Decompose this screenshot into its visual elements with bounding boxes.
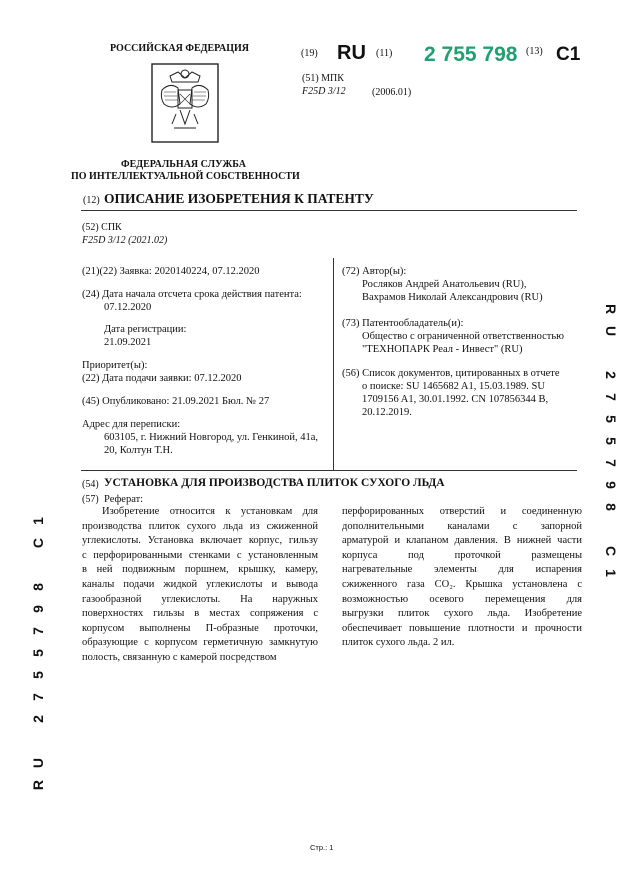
filing-date: (22) Дата подачи заявки: 07.12.2020 bbox=[82, 373, 242, 384]
authors-label: (72) Автор(ы): bbox=[342, 266, 407, 277]
abstract-line: производства плиток сухого льда из сжиженной bbox=[82, 520, 318, 532]
code-12: (12) bbox=[83, 195, 100, 206]
mpk-year: (2006.01) bbox=[372, 87, 412, 98]
abstract-line: корпусом выполнены П-образные проточки, bbox=[82, 622, 318, 634]
side-char: U bbox=[603, 325, 619, 337]
side-char bbox=[596, 344, 618, 362]
side-char: U bbox=[30, 757, 46, 769]
country-name: РОССИЙСКАЯ ФЕДЕРАЦИЯ bbox=[110, 43, 250, 54]
page-number: Стр.: 1 bbox=[310, 843, 334, 852]
abstract-line: перфорированных отверстий и соединенную bbox=[342, 506, 582, 517]
author-2: Вахрамов Николай Александрович (RU) bbox=[362, 292, 543, 303]
code-19: (19) bbox=[301, 48, 318, 59]
mpk-label: (51) МПК bbox=[302, 73, 344, 84]
side-char: 2 bbox=[603, 371, 619, 379]
abstract-line: в ней подвижным поршнем, крышку, камеру, bbox=[82, 564, 318, 576]
abstract-line: углекислоты. Установка включает корпус, гильзу bbox=[82, 535, 318, 547]
registration-value: 21.09.2021 bbox=[104, 337, 152, 348]
code-57: (57) bbox=[82, 494, 99, 505]
side-char: 5 bbox=[30, 649, 46, 657]
abstract-line: сжиженного газа CO₂. Крышка установлена с bbox=[342, 578, 582, 590]
side-char bbox=[31, 732, 53, 750]
side-char: 8 bbox=[30, 583, 46, 591]
abstract-line: с перфорированными стенками с установленным bbox=[82, 549, 318, 561]
spk-label: (52) СПК bbox=[82, 222, 122, 233]
abstract-line: дополнительными каналами с запорной bbox=[342, 520, 582, 532]
side-char: 7 bbox=[603, 459, 619, 467]
cited-line-2: 1709156 A1, 30.01.1992. CN 107856344 B, bbox=[362, 394, 549, 405]
side-char: 1 bbox=[30, 517, 46, 525]
side-char: 7 bbox=[30, 627, 46, 635]
side-char: 5 bbox=[603, 437, 619, 445]
mpk-class: F25D 3/12 bbox=[302, 86, 346, 97]
agency-line-1: ФЕДЕРАЛЬНАЯ СЛУЖБА bbox=[121, 159, 246, 170]
abstract-line: арматурой и клапаном давления. В нижней части bbox=[342, 535, 582, 547]
country-code: RU bbox=[337, 42, 366, 64]
address-line-1: 603105, г. Нижний Новгород, ул. Генкиной, 41а, bbox=[104, 432, 319, 443]
abstract-line: полость, связанную с камерой посредством bbox=[82, 651, 277, 663]
author-1: Росляков Андрей Анатольевич (RU), bbox=[362, 279, 527, 290]
side-patent-number-right bbox=[598, 298, 619, 584]
russian-coat-of-arms-icon bbox=[150, 62, 220, 144]
document-type-title: ОПИСАНИЕ ИЗОБРЕТЕНИЯ К ПАТЕНТУ bbox=[104, 191, 374, 206]
side-char: 7 bbox=[30, 693, 46, 701]
published-date: (45) Опубликовано: 21.09.2021 Бюл. № 27 bbox=[82, 396, 270, 407]
side-char: 5 bbox=[603, 415, 619, 423]
abstract-column-2 bbox=[342, 505, 582, 651]
side-char bbox=[31, 556, 53, 574]
code-11: (11) bbox=[376, 48, 393, 59]
agency-line-2: ПО ИНТЕЛЛЕКТУАЛЬНОЙ СОБСТВЕННОСТИ bbox=[71, 171, 300, 182]
abstract-line: нагревательные элементы для испарения bbox=[342, 564, 582, 576]
side-char bbox=[596, 520, 618, 538]
side-char: 9 bbox=[603, 481, 619, 489]
side-char: R bbox=[603, 303, 619, 315]
invention-title: УСТАНОВКА ДЛЯ ПРОИЗВОДСТВА ПЛИТОК СУХОГО ЛЬДА bbox=[104, 477, 445, 489]
abstract-line: возможностью осевого перемещения для bbox=[342, 593, 582, 605]
address-line-2: 20, Колтун Т.Н. bbox=[104, 445, 173, 456]
title-divider bbox=[81, 210, 577, 211]
code-13: (13) bbox=[526, 46, 543, 57]
side-char: 2 bbox=[30, 715, 46, 723]
registration-label: Дата регистрации: bbox=[104, 324, 187, 335]
cited-line-3: 20.12.2019. bbox=[362, 407, 412, 418]
column-divider bbox=[333, 258, 334, 470]
term-start-label: (24) Дата начала отсчета срока действия патента: bbox=[82, 289, 302, 300]
application-field: (21)(22) Заявка: 2020140224, 07.12.2020 bbox=[82, 266, 260, 277]
abstract-column-1 bbox=[82, 505, 318, 666]
abstract-line: каналы подачи жидкой углекислоты и вывода bbox=[82, 578, 318, 590]
side-char: 7 bbox=[603, 393, 619, 401]
side-char: 8 bbox=[603, 503, 619, 511]
priority-label: Приоритет(ы): bbox=[82, 360, 148, 371]
cited-label: (56) Список документов, цитированных в отчете bbox=[342, 368, 560, 379]
abstract-line: газообразной углекислоты. На наружных bbox=[82, 593, 318, 605]
address-label: Адрес для переписки: bbox=[82, 419, 181, 430]
side-char: 9 bbox=[30, 605, 46, 613]
spk-value: F25D 3/12 (2021.02) bbox=[82, 235, 168, 246]
side-char: 5 bbox=[30, 671, 46, 679]
cited-line-1: о поиске: SU 1465682 A1, 15.03.1989. SU bbox=[362, 381, 545, 392]
side-char: C bbox=[603, 545, 619, 557]
abstract-line: корпуса под проточкой размещены bbox=[342, 549, 582, 561]
abstract-line: Изобретение относится к установкам для bbox=[102, 506, 318, 517]
abstract-line: обеспечивает повышение плотности и прочности bbox=[342, 622, 582, 634]
abstract-line: выгрузки плиток сухого льда. Изобретение bbox=[342, 608, 582, 620]
abstract-line: образующие с корпусом герметичную замкнутую bbox=[82, 637, 318, 649]
side-patent-number-left bbox=[30, 510, 51, 796]
section-divider bbox=[81, 470, 577, 471]
side-char: 1 bbox=[603, 569, 619, 577]
owner-line-1: Общество с ограниченной ответственностью bbox=[362, 331, 565, 342]
side-char: C bbox=[30, 537, 46, 549]
owner-line-2: "ТЕХНОПАРК Реал - Инвест" (RU) bbox=[362, 344, 523, 355]
term-start-value: 07.12.2020 bbox=[104, 302, 152, 313]
code-54: (54) bbox=[82, 479, 99, 490]
abstract-label: Реферат: bbox=[104, 494, 144, 505]
abstract-line: плиток сухого льда. 2 ил. bbox=[342, 637, 455, 649]
owner-label: (73) Патентообладатель(и): bbox=[342, 318, 464, 329]
kind-code: C1 bbox=[556, 44, 581, 65]
patent-number: 2 755 798 bbox=[424, 43, 518, 66]
abstract-line: поверхностях гильзы в местах сопряжения с bbox=[82, 608, 318, 620]
side-char: R bbox=[30, 779, 46, 791]
